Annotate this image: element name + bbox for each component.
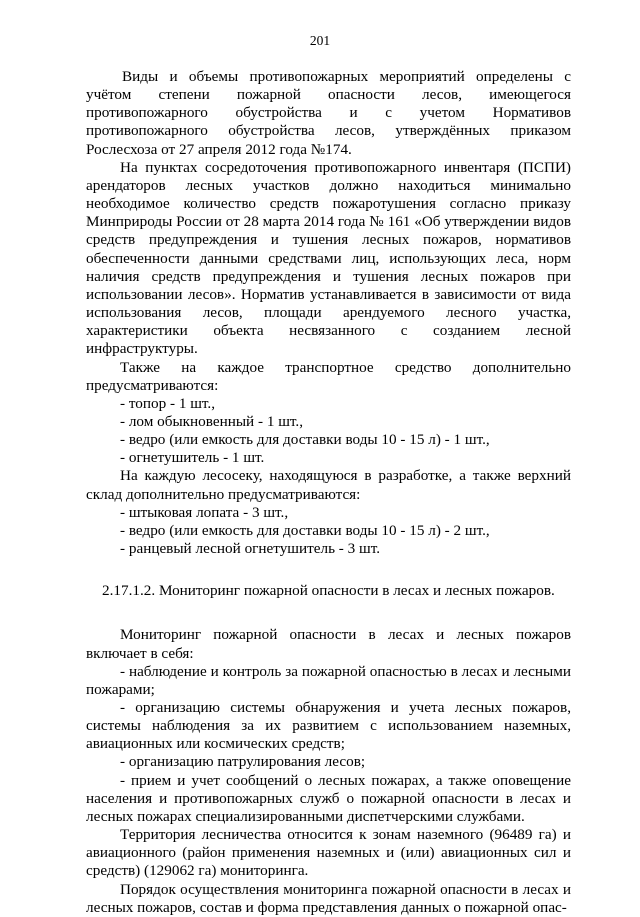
- list-item-logging: - ранцевый лесной огнетушитель - 3 шт.: [120, 540, 381, 558]
- paragraph-monitoring-procedure: Порядок осуществления мониторинга пожарной опасности в лесах и лесных пожаров, состав и форма представления данных о пожарной опас-: [86, 880, 571, 916]
- list-item-monitoring: - прием и учет сообщений о лесных пожарах, а также оповещение населения и противопожарных служб о пожарной опасности в лесах и лесных пожарах специализированными диспетчерскими службами.: [86, 771, 571, 825]
- list-item-monitoring: - наблюдение и контроль за пожарной опасностью в лесах и лесными пожарами;: [86, 662, 571, 698]
- list-item-monitoring: - организацию патрулирования лесов;: [120, 753, 366, 771]
- paragraph-vehicle: Также на каждое транспортное средство дополнительно предусматриваются:: [86, 358, 571, 394]
- paragraph-logging-site: На каждую лесосеку, находящуюся в разработке, а также верхний склад дополнительно предусматриваются:: [86, 467, 571, 503]
- paragraph-territory-zones: Территория лесничества относится к зонам наземного (96489 га) и авиационного (район применения наземных и (или) авиационных сил и средств) (129062 га) мониторинга.: [86, 826, 571, 880]
- list-item-vehicle: - ведро (или емкость для доставки воды 10 - 15 л) - 1 шт.,: [120, 431, 490, 449]
- page-body: [86, 68, 571, 917]
- list-item-monitoring: - организацию системы обнаружения и учета лесных пожаров, системы наблюдения за их развитием с использованием наземных, авиационных или космических средств;: [86, 699, 571, 753]
- list-item-vehicle: - лом обыкновенный - 1 шт.,: [120, 412, 304, 430]
- paragraph-pspi: На пунктах сосредоточения противопожарного инвентаря (ПСПИ) арендаторов лесных участков должно находиться минимально необходимое количество средств пожаротушения согласно приказу Минприроды России от 28 марта 2014 года № 161 «Об утверждении видов средств предупреждения и тушения лесных пожаров, нормативов обеспеченности данными средствами лиц, использующих леса, норм наличия средств предупреждения и тушения лесных пожаров при использовании лесов». Норматив устанавливается в зависимости от вида использования лесов, площади арендуемого лесного участка, характеристики объекта несвязанного с созданием лесной инфраструктуры.: [86, 158, 571, 358]
- list-item-logging: - ведро (или емкость для доставки воды 10 - 15 л) - 2 шт.,: [120, 521, 490, 539]
- page-number: 201: [309, 33, 331, 48]
- list-item-vehicle: - огнетушитель - 1 шт.: [120, 449, 265, 467]
- list-item-logging: - штыковая лопата - 3 шт.,: [120, 503, 289, 521]
- section-heading: 2.17.1.2. Мониторинг пожарной опасности в лесах и лесных пожаров.: [102, 582, 555, 600]
- paragraph-fire-measures: Виды и объемы противопожарных мероприятий определены с учётом степени пожарной опасности лесов, имеющегося противопожарного обустройства и с учетом Нормативов противопожарного обустройства лесов, утверждённых приказом Рослесхоза от 27 апреля 2012 года №174.: [86, 68, 571, 158]
- paragraph-monitoring-intro: Мониторинг пожарной опасности в лесах и лесных пожаров включает в себя:: [86, 626, 571, 662]
- list-item-vehicle: - топор - 1 шт.,: [120, 394, 216, 412]
